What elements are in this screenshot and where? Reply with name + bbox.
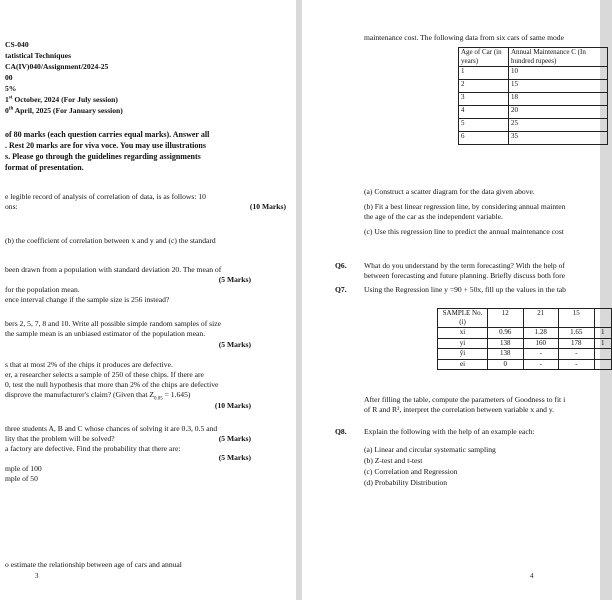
q7-followup: After filling the table, compute the parameters of Goodness to fit i	[364, 395, 566, 404]
row-label: yi	[438, 338, 488, 349]
q4-text: s that at most 2% of the chips it produces are defective.	[5, 360, 173, 369]
table-cell: 20	[509, 106, 608, 119]
q7-text: Using the Regression line y =90 + 50x, fill up the values in the tab	[364, 285, 566, 294]
table-cell	[594, 359, 612, 370]
q8-item: (c) Correlation and Regression	[364, 467, 458, 476]
table-cell: 178	[559, 338, 595, 349]
table-cell: 6	[459, 132, 509, 145]
table-cell: 138	[488, 338, 524, 349]
q1-text: e legible record of analysis of correlation of data, is as follows: 10	[5, 192, 206, 201]
q3-text: the sample mean is an unbiased estimator of the population mean.	[5, 329, 206, 338]
q6-number: Q6.	[335, 261, 347, 270]
q2-part: ence interval change if the sample size is 256 instead?	[5, 295, 170, 304]
table-cell: 0	[488, 359, 524, 370]
q8-number: Q8.	[335, 427, 347, 436]
table-header: 15	[559, 309, 595, 328]
table-row	[459, 80, 608, 93]
table-cell: 5	[459, 119, 509, 132]
regression-table	[437, 308, 612, 370]
q6-text: What do you understand by the term forecasting? With the help of	[364, 261, 565, 270]
q5-text: a factory are defective. Find the probability that there are:	[5, 444, 181, 453]
table-cell: 160	[523, 338, 559, 349]
q5-part-b: (b) Fit a best linear regression line, by considering annual mainten	[364, 202, 566, 211]
q1-marks: (10 Marks)	[249, 202, 286, 211]
table-cell: -	[559, 359, 595, 370]
table-row	[459, 119, 608, 132]
table-cell: 4	[459, 106, 509, 119]
table-cell: 15	[509, 80, 608, 93]
table-cell: -	[559, 349, 595, 360]
max-marks: 00	[5, 73, 13, 82]
q3-marks: (5 Marks)	[218, 340, 251, 349]
table-cell: 25	[509, 119, 608, 132]
submission-date-january: 0th April, 2025 (For January session)	[5, 106, 123, 115]
q1-text: ons:	[5, 202, 18, 211]
document-page-4	[302, 0, 605, 600]
q5-continuation: maintenance cost. The following data from six cars of same mode	[364, 33, 564, 42]
q5-text: lity that the problem will be solved?	[5, 434, 115, 443]
q8-item: (b) Z-test and t-test	[364, 456, 423, 465]
instruction-line: of 80 marks (each question carries equal marks). Answer all	[5, 130, 210, 139]
assignment-ref: CA(IV)040/Assignment/2024-25	[5, 62, 109, 71]
table-cell: 35	[509, 132, 608, 145]
row-label: ei	[438, 359, 488, 370]
table-cell: -	[523, 359, 559, 370]
instruction-line: format of presentation.	[5, 163, 84, 172]
q4-text: er, a researcher selects a sample of 250 of these chips. If there are	[5, 370, 204, 379]
q5-part-a: (a) Construct a scatter diagram for the data given above.	[364, 187, 535, 196]
weightage: 5%	[5, 84, 17, 93]
q5-part: mple of 50	[5, 474, 38, 483]
course-code: CS-040	[5, 40, 29, 49]
row-label: xi	[438, 328, 488, 339]
q8-item: (a) Linear and circular systematic sampling	[364, 445, 496, 454]
table-cell: 10	[509, 67, 608, 80]
page-number: 3	[35, 572, 39, 580]
table-cell: 3	[459, 93, 509, 106]
table-header-row	[438, 309, 612, 328]
q2-part: for the population mean.	[5, 285, 80, 294]
table-row	[438, 349, 612, 360]
table-row	[438, 338, 612, 349]
table-row	[459, 132, 608, 145]
q4-marks: (10 Marks)	[214, 401, 251, 410]
document-page-3	[0, 0, 296, 600]
car-maintenance-table	[458, 47, 608, 145]
table-cell: 2	[459, 80, 509, 93]
q1-part: (b) the coefficient of correlation between x and y and (c) the standard	[5, 236, 216, 245]
table-header	[594, 309, 612, 328]
q8-item: (d) Probability Distribution	[364, 478, 448, 487]
table-header: SAMPLE No. (i)	[438, 309, 488, 328]
table-header-row	[459, 48, 608, 67]
table-cell: -	[523, 349, 559, 360]
q5-part-b-cont: the age of the car as the independent variable.	[364, 212, 503, 221]
q2-text: been drawn from a population with standard deviation 20. The mean of	[5, 265, 222, 274]
course-title: tatistical Techniques	[5, 51, 72, 60]
table-cell: 1	[594, 338, 612, 349]
table-cell: 1.28	[523, 328, 559, 339]
table-cell: 0.96	[488, 328, 524, 339]
table-row	[438, 328, 612, 339]
q5-part-c: (c) Use this regression line to predict the annual maintenance cost	[364, 227, 564, 236]
table-row	[459, 93, 608, 106]
table-header: Annual Maintenance C (In hundred rupees)	[509, 48, 608, 67]
row-label: ŷi	[438, 349, 488, 360]
q5-part: mple of 100	[5, 464, 42, 473]
table-cell: 1	[594, 328, 612, 339]
table-cell: 1.65	[559, 328, 595, 339]
q2-marks: (5 Marks)	[218, 275, 251, 284]
q4-text: disprove the manufacturer's claim? (Given that $Z_{0.05} = 1.645$)	[5, 390, 191, 402]
q4-text: 0, test the null hypothesis that more than 2% of the chips are defective	[5, 380, 219, 389]
q5-marks-a: (5 Marks)	[218, 434, 251, 443]
table-header: Age of Car (in years)	[459, 48, 509, 67]
next-question-text: o estimate the relationship between age of cars and annual	[5, 560, 182, 569]
table-cell: 18	[509, 93, 608, 106]
q5-marks-b: (5 Marks)	[218, 453, 251, 462]
q3-text: bers 2, 5, 7, 8 and 10. Write all possible simple random samples of size	[5, 319, 221, 328]
table-row	[438, 359, 612, 370]
q5-text: three students A, B and C whose chances of solving it are 0.3, 0.5 and	[5, 424, 218, 433]
table-header: 12	[488, 309, 524, 328]
table-cell: 138	[488, 349, 524, 360]
table-header: 21	[523, 309, 559, 328]
submission-date-july: 1st October, 2024 (For July session)	[5, 95, 118, 104]
table-cell	[594, 349, 612, 360]
instruction-line: . Rest 20 marks are for viva voce. You may use illustrations	[5, 141, 206, 150]
q7-followup: of R and R², interpret the correlation between variable x and y.	[364, 405, 555, 414]
q8-text: Explain the following with the help of an example each:	[364, 427, 535, 436]
q6-text: between forecasting and future planning. Briefly discuss both fore	[364, 271, 565, 280]
page-number: 4	[530, 572, 534, 580]
table-row	[459, 106, 608, 119]
instruction-line: s. Please go through the guidelines regarding assignments	[5, 152, 201, 161]
table-row	[459, 67, 608, 80]
q7-number: Q7.	[335, 285, 347, 294]
table-cell: 1	[459, 67, 509, 80]
